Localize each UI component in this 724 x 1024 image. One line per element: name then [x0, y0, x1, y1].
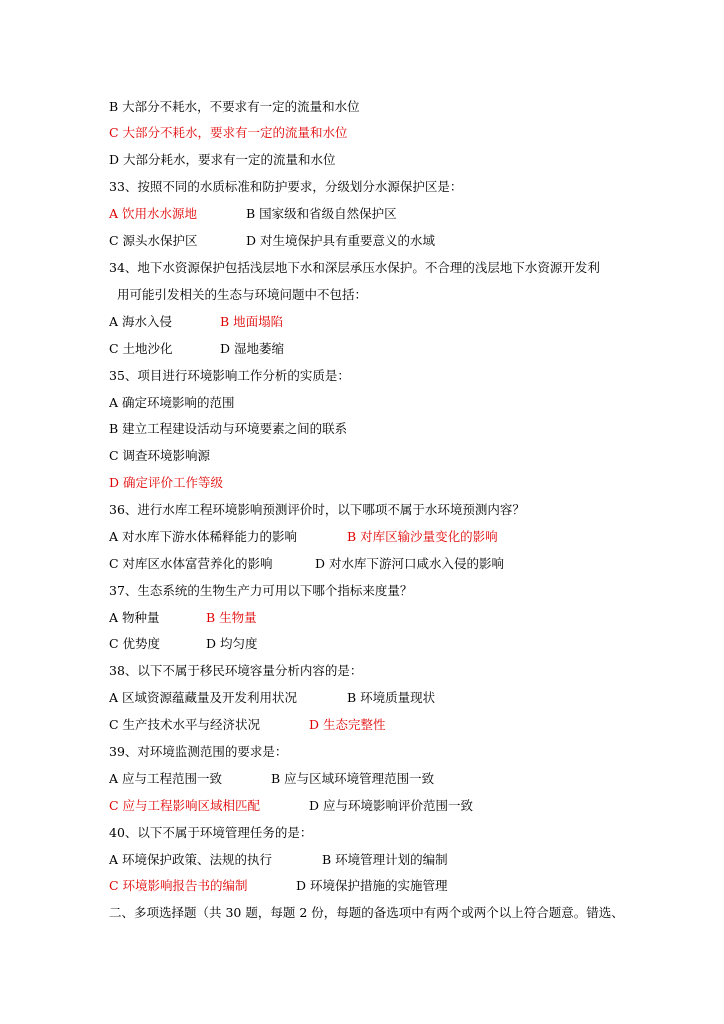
question-33: [109, 179, 462, 195]
question-text: 33、按照不同的水质标准和防护要求，分级划分水源保护区是：: [109, 179, 463, 194]
question-text: 36、进行水库工程环境影响预测评价时，以下哪项不属于水环境预测内容？: [109, 502, 525, 517]
option-text: D 环境保护措施的实施管理: [296, 878, 448, 893]
option-text: B 应与区域环境管理范围一致: [271, 771, 435, 786]
option-text: D 均匀度: [206, 636, 258, 651]
answer-text: C 环境影响报告书的编制: [109, 878, 248, 893]
option-line: [109, 99, 360, 115]
section-heading: [109, 905, 624, 921]
answer-text: C 大部分不耗水，要求有一定的流量和水位: [109, 125, 348, 140]
question-text: 37、生态系统的生物生产力可用以下哪个指标来度量？: [109, 583, 413, 598]
option-text: A 海水入侵: [109, 314, 173, 329]
option-text: A 应与工程范围一致: [109, 771, 223, 786]
option-line: [109, 448, 210, 464]
section-heading-text: 二、多项选择题（共 30 题，每题 2 份，每题的备选项中有两个或两个以上符合题意。错选、: [109, 905, 624, 920]
option-text: C 生产技术水平与经济状况: [109, 717, 261, 732]
question-40: [109, 825, 312, 841]
option-line: [109, 152, 336, 168]
option-text: B 环境管理计划的编制: [322, 852, 448, 867]
option-text: C 土地沙化: [109, 341, 173, 356]
option-text: D 对生境保护具有重要意义的水域: [246, 233, 435, 248]
answer-text: B 地面塌陷: [220, 314, 284, 329]
question-36: [109, 502, 525, 518]
option-text: D 应与环境影响评价范围一致: [309, 798, 473, 813]
option-text: D 对水库下游河口咸水入侵的影响: [315, 556, 504, 571]
answer-text: D 确定评价工作等级: [109, 475, 223, 490]
question-text: 34、地下水资源保护包括浅层地下水和深层承压水保护。不合理的浅层地下水资源开发利: [109, 260, 600, 275]
answer-option-line: [109, 125, 348, 141]
question-text: 39、对环境监测范围的要求是：: [109, 744, 288, 759]
question-text: 35、项目进行环境影响工作分析的实质是：: [109, 368, 350, 383]
question-37: [109, 583, 412, 599]
answer-text: B 生物量: [206, 610, 257, 625]
question-text: 40、以下不属于环境管理任务的是：: [109, 825, 313, 840]
question-text: 用可能引发相关的生态与环境问题中不包括：: [117, 287, 368, 302]
option-text: A 物种量: [109, 610, 160, 625]
option-text: A 对水库下游水体稀释能力的影响: [109, 529, 298, 544]
answer-text: C 应与工程影响区域相匹配: [109, 798, 261, 813]
question-34-continued: [117, 287, 367, 303]
option-text: C 优势度: [109, 636, 161, 651]
question-34: [109, 260, 600, 276]
option-line: [109, 395, 235, 411]
answer-text: B 对库区输沙量变化的影响: [347, 529, 498, 544]
question-39: [109, 744, 287, 760]
option-text: D 大部分耗水，要求有一定的流量和水位: [109, 152, 336, 167]
option-text: A 确定环境影响的范围: [109, 395, 235, 410]
option-text: C 调查环境影响源: [109, 448, 211, 463]
option-text: D 湿地萎缩: [220, 341, 284, 356]
question-38: [109, 663, 362, 679]
answer-text: D 生态完整性: [309, 717, 386, 732]
question-text: 38、以下不属于移民环境容量分析内容的是：: [109, 663, 363, 678]
option-line: [109, 421, 347, 437]
answer-text: A 饮用水水源地: [109, 206, 198, 221]
option-text: B 大部分不耗水，不要求有一定的流量和水位: [109, 99, 360, 114]
option-text: C 源头水保护区: [109, 233, 198, 248]
option-text: B 建立工程建设活动与环境要素之间的联系: [109, 421, 348, 436]
option-text: A 区域资源蕴藏量及开发利用状况: [109, 690, 298, 705]
option-text: C 对库区水体富营养化的影响: [109, 556, 273, 571]
option-text: B 环境质量现状: [347, 690, 436, 705]
answer-option-line: [109, 475, 223, 491]
question-35: [109, 368, 350, 384]
option-text: B 国家级和省级自然保护区: [246, 206, 397, 221]
option-text: A 环境保护政策、法规的执行: [109, 852, 273, 867]
